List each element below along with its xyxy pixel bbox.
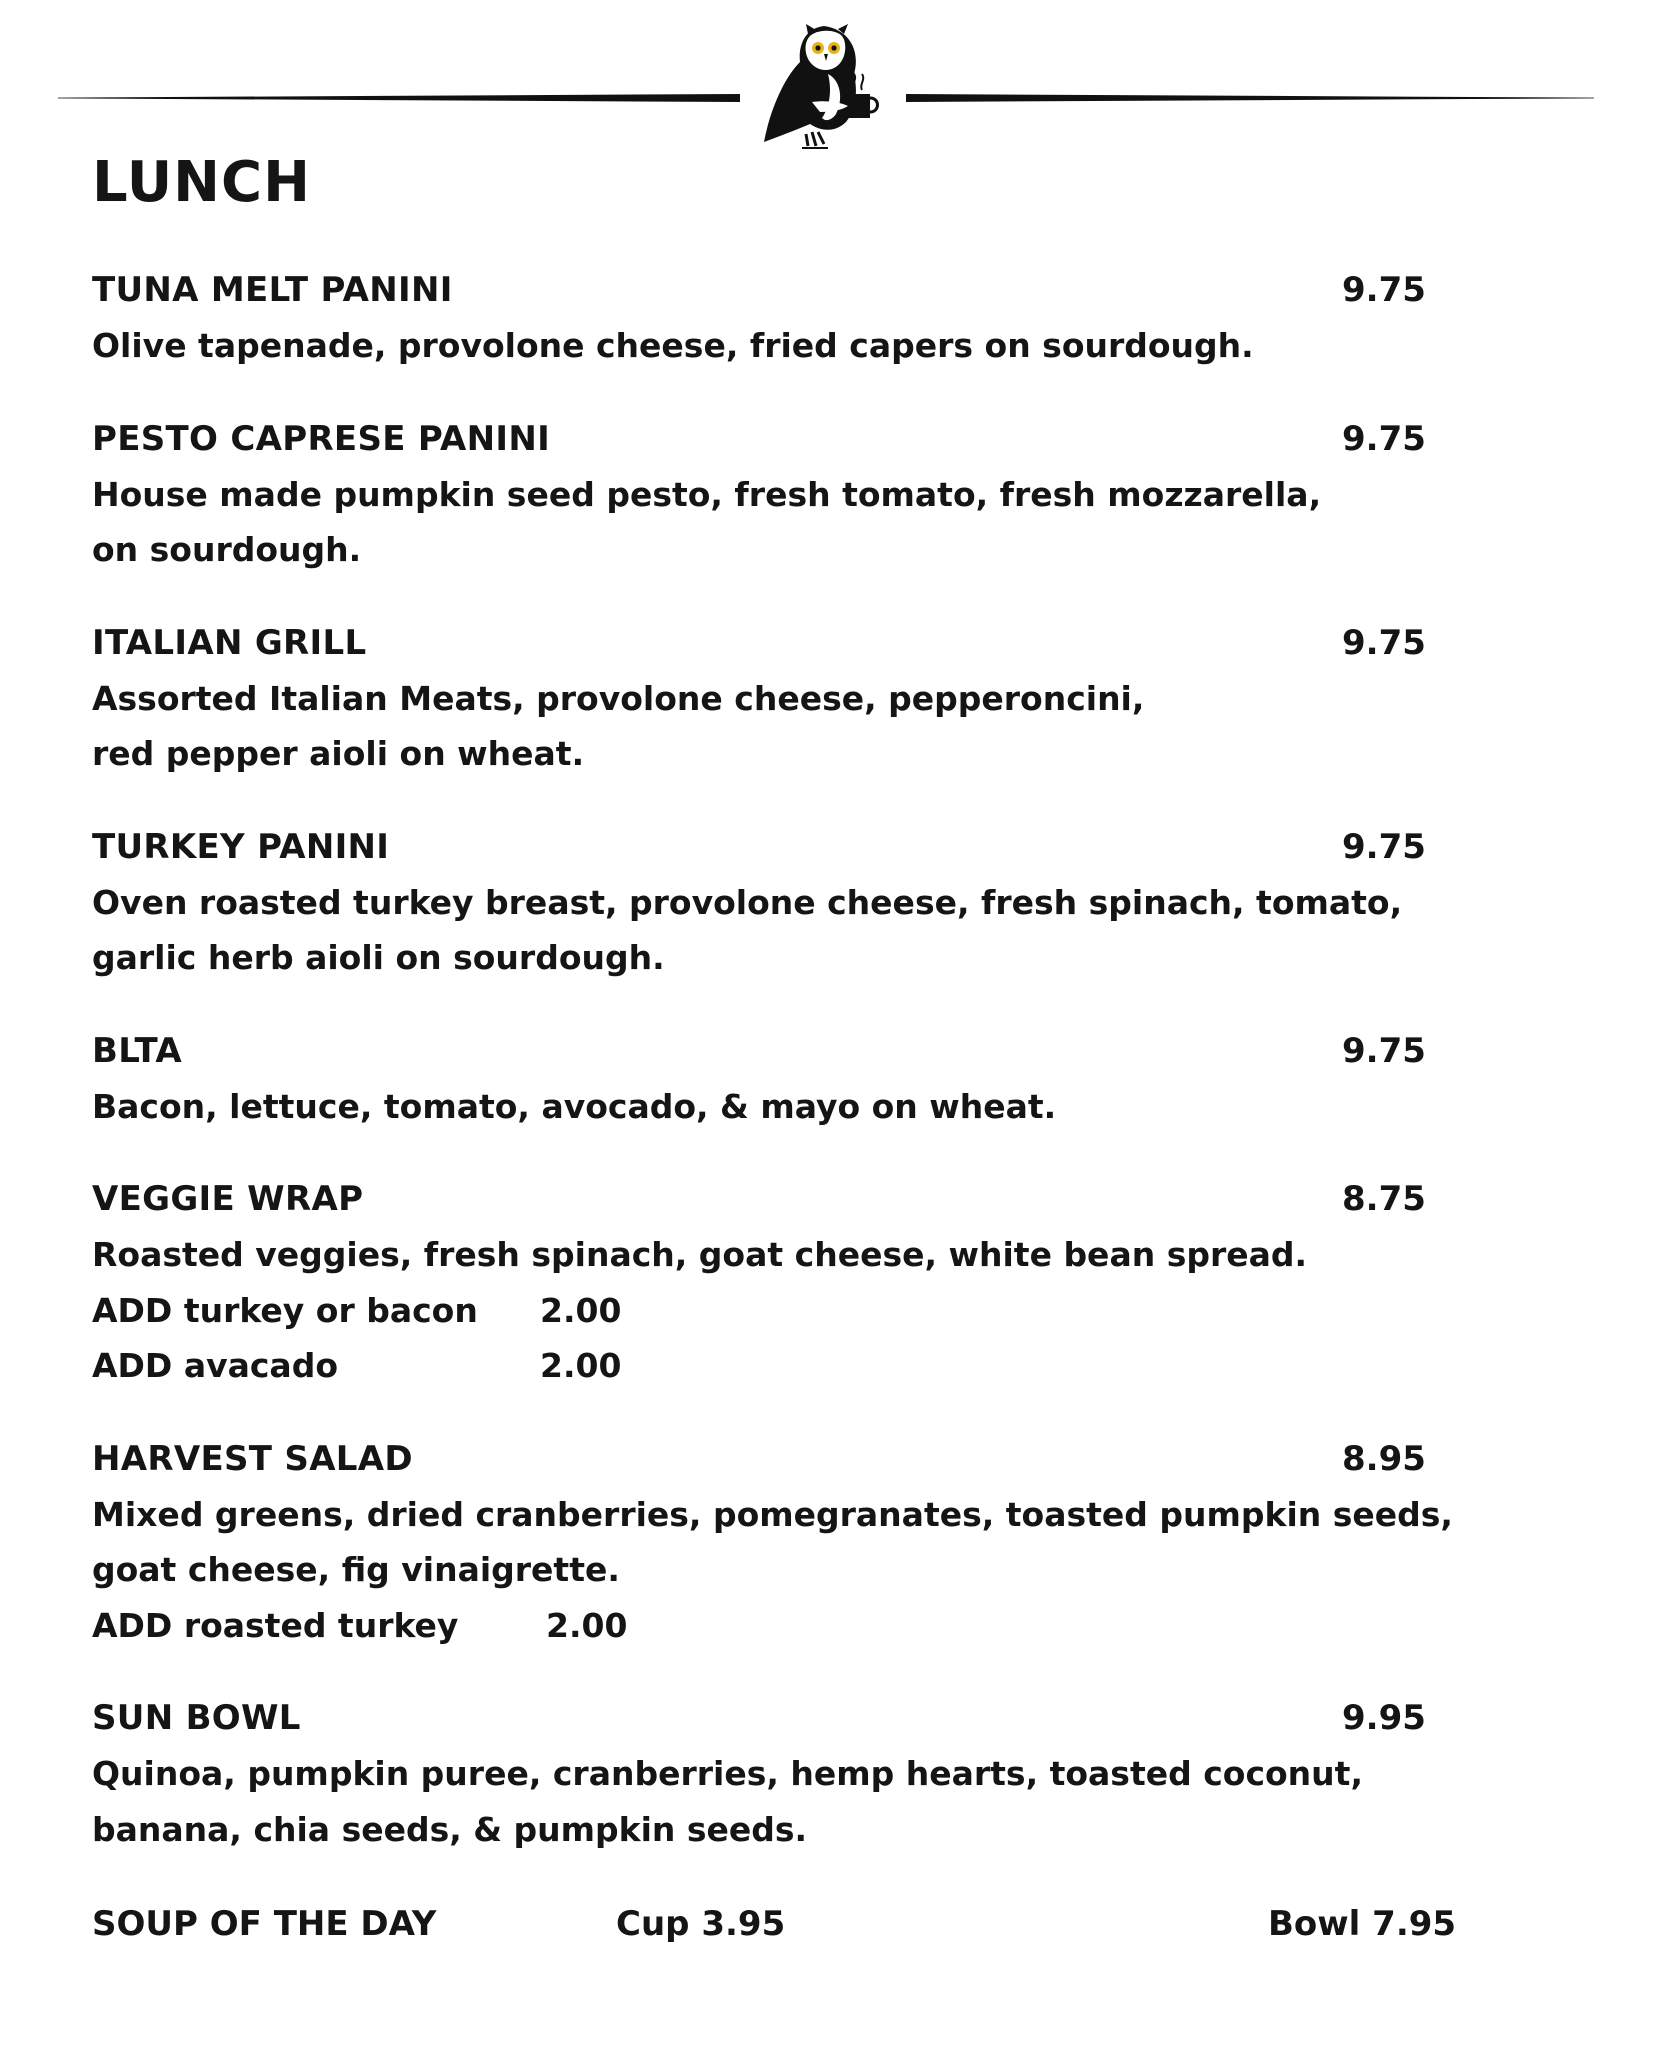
description-line: garlic herb aioli on sourdough.	[92, 938, 665, 977]
addon-row	[92, 1338, 1452, 1394]
soup-name: SOUP OF THE DAY	[92, 1904, 437, 1944]
menu-item	[92, 1431, 1452, 1654]
description-line: red pepper aioli on wheat.	[92, 734, 585, 773]
owl-with-coffee-cup-icon	[736, 14, 916, 164]
description-line: Quinoa, pumpkin puree, cranberries, hemp hearts, toasted coconut,	[92, 1754, 1363, 1793]
menu-item-name: ITALIAN GRILL	[92, 622, 367, 663]
menu-item-header	[92, 1431, 1452, 1487]
menu-item-description	[92, 1227, 1452, 1283]
soup-bowl-price: Bowl 7.95	[1268, 1904, 1457, 1944]
description-line: on sourdough.	[92, 530, 362, 569]
menu-item-header	[92, 819, 1452, 875]
description-line: Bacon, lettuce, tomato, avocado, & mayo on wheat.	[92, 1086, 1057, 1126]
menu-item-header	[92, 411, 1452, 467]
addon-label: ADD avacado	[92, 1346, 338, 1385]
menu-item-description	[92, 318, 1452, 374]
menu-item-description	[92, 1079, 1452, 1135]
menu-item	[92, 1171, 1452, 1394]
menu-item	[92, 1690, 1452, 1857]
header-rule-right	[906, 94, 1594, 102]
addon-row	[92, 1283, 1452, 1339]
description-line: Assorted Italian Meats, provolone cheese, pepperoncini,	[92, 678, 1145, 718]
menu-item-price: 8.75	[1342, 1179, 1426, 1219]
menu-item-header	[92, 1690, 1452, 1746]
menu-item-header	[92, 1171, 1452, 1227]
header-rule-left	[58, 94, 740, 102]
menu-item-header	[92, 1023, 1452, 1079]
menu-item-description	[92, 1746, 1452, 1857]
menu-item-header	[92, 262, 1452, 318]
soup-row	[92, 1896, 1492, 1952]
description-line: Olive tapenade, provolone cheese, fried capers on sourdough.	[92, 326, 1254, 365]
addon-label: ADD roasted turkey	[92, 1605, 459, 1645]
menu-list	[92, 262, 1452, 1894]
addon-price: 2.00	[546, 1605, 628, 1645]
menu-item-description	[92, 875, 1452, 986]
addon-row	[92, 1598, 1452, 1654]
menu-item-price: 9.75	[1342, 826, 1426, 867]
addon-label: ADD turkey or bacon	[92, 1290, 478, 1330]
menu-item-price: 8.95	[1342, 1438, 1426, 1479]
description-line: Roasted veggies, fresh spinach, goat cheese, white bean spread.	[92, 1235, 1308, 1274]
description-line: House made pumpkin seed pesto, fresh tomato, fresh mozzarella,	[92, 474, 1322, 514]
menu-item	[92, 262, 1452, 374]
menu-item-price: 9.75	[1342, 1030, 1426, 1071]
menu-item-name: TURKEY PANINI	[92, 826, 390, 867]
description-line: banana, chia seeds, & pumpkin seeds.	[92, 1809, 808, 1849]
menu-item-price: 9.75	[1342, 270, 1426, 310]
addon-price: 2.00	[540, 1290, 622, 1330]
menu-item-description	[92, 671, 1452, 782]
menu-item-name: PESTO CAPRESE PANINI	[92, 418, 551, 459]
menu-item-name: SUN BOWL	[92, 1698, 301, 1738]
menu-item-name: VEGGIE WRAP	[92, 1179, 364, 1219]
menu-item-name: BLTA	[92, 1030, 183, 1071]
description-line: goat cheese, fig vinaigrette.	[92, 1550, 620, 1589]
soup-cup-price: Cup 3.95	[616, 1904, 786, 1944]
menu-item	[92, 615, 1452, 782]
addon-price: 2.00	[540, 1346, 622, 1385]
menu-item-price: 9.75	[1342, 622, 1426, 663]
menu-item-description	[92, 467, 1452, 578]
menu-item	[92, 1023, 1452, 1135]
menu-item-name: TUNA MELT PANINI	[92, 270, 453, 310]
menu-item-price: 9.75	[1342, 418, 1426, 459]
menu-item	[92, 411, 1452, 578]
menu-item	[92, 819, 1452, 986]
menu-item-header	[92, 615, 1452, 671]
description-line: Oven roasted turkey breast, provolone cheese, fresh spinach, tomato,	[92, 882, 1403, 922]
section-title: LUNCH	[92, 150, 311, 215]
menu-item-price: 9.95	[1342, 1698, 1426, 1738]
description-line: Mixed greens, dried cranberries, pomegranates, toasted pumpkin seeds,	[92, 1494, 1453, 1534]
menu-item-description	[92, 1487, 1452, 1598]
menu-item-name: HARVEST SALAD	[92, 1438, 413, 1479]
